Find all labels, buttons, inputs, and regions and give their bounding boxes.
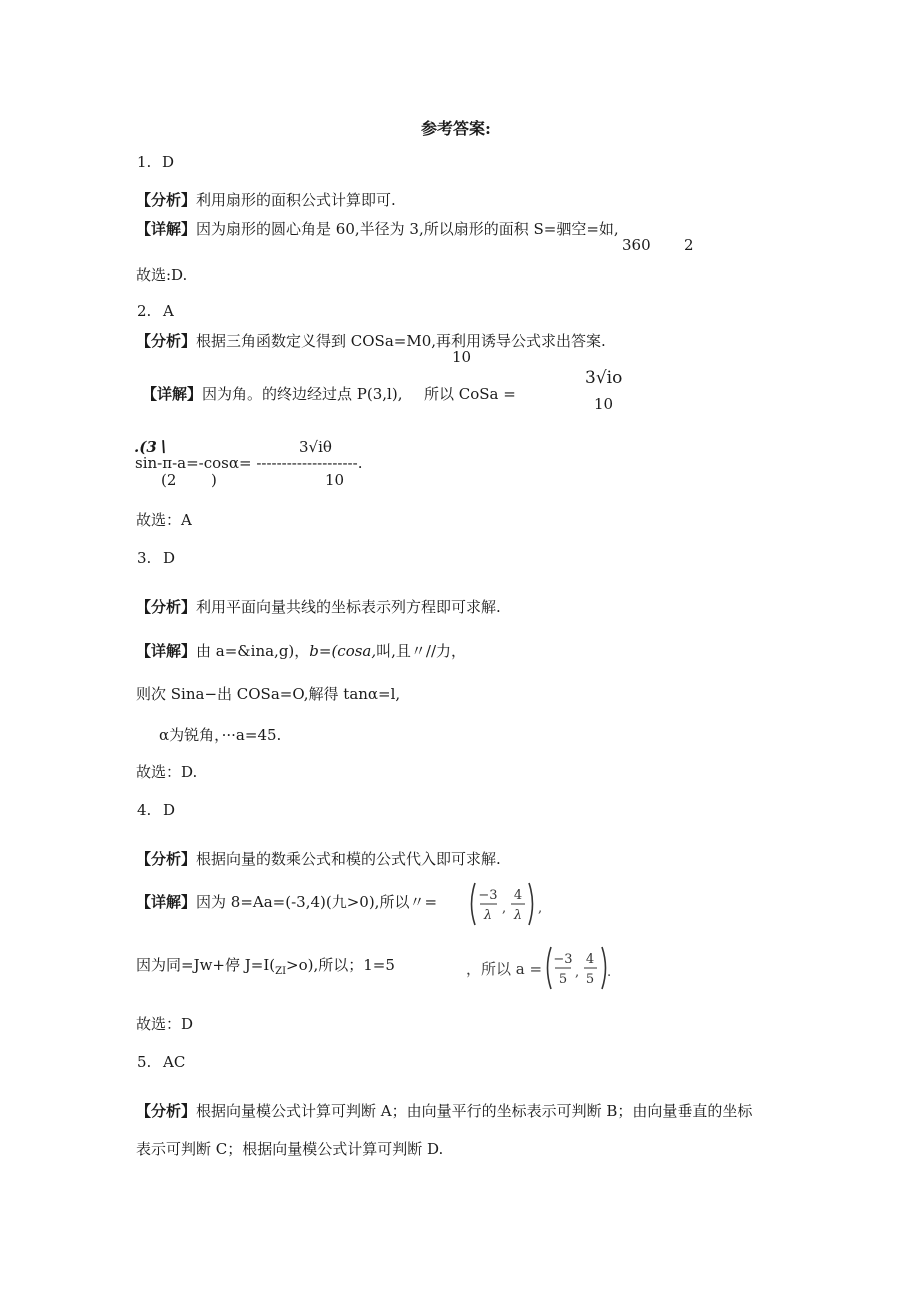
num-b: 4	[513, 888, 523, 903]
q5-analysis	[136, 1102, 752, 1120]
tail: .	[607, 965, 612, 980]
q2-detail-cos: 所以 CoSa =	[424, 385, 516, 403]
detail-text: 因为 8=Aa=(-3,4)(九>0),所以〃=	[196, 893, 438, 911]
q2-choice: 故选：A	[136, 511, 192, 529]
tail: ,	[538, 901, 543, 916]
q4-vector2-prefix: ，所以 a =	[466, 960, 543, 978]
right-paren	[529, 883, 533, 925]
q1-detail	[136, 220, 619, 238]
q1-choice: 故选:D.	[136, 266, 188, 284]
detail-text-c: 叫,且〃//力，	[376, 642, 467, 660]
detail-tag: 【详解】	[136, 642, 197, 660]
analysis-tag: 【分析】	[136, 850, 197, 868]
q4-answer: D	[163, 801, 176, 819]
analysis-tag: 【分析】	[136, 598, 197, 616]
left-paren	[548, 947, 552, 989]
left-paren	[472, 883, 476, 925]
q2-analysis-subscript: 10	[452, 348, 472, 366]
num-a: −3	[478, 888, 498, 903]
analysis-text: 利用扇形的面积公式计算即可.	[196, 191, 396, 209]
q5-answer: AC	[163, 1053, 186, 1071]
q1-denominator-360: 360	[622, 236, 651, 254]
q4-choice: 故选：D	[136, 1015, 194, 1033]
q4-line2	[136, 956, 395, 981]
analysis-text: 根据向量的数乘公式和模的公式代入即可求解.	[196, 850, 501, 868]
q2-line3-left: (2	[161, 471, 177, 489]
analysis-tag: 【分析】	[136, 191, 197, 209]
q2-line3-right: )	[211, 471, 217, 489]
page-title: 参考答案:	[421, 119, 491, 138]
detail-tag: 【详解】	[136, 893, 197, 911]
q1-analysis	[136, 191, 396, 209]
q2-fraction-denominator: 10	[594, 395, 614, 413]
detail-text: 因为角。的终边经过点 P(3,l),	[202, 385, 403, 403]
den-b: λ	[513, 908, 523, 923]
vector-lambda-svg	[467, 880, 547, 928]
analysis-text: 根据向量模公式计算可判断 A；由向量平行的坐标表示可判断 B；由向量垂直的坐标	[196, 1102, 753, 1120]
detail-tag: 【详解】	[142, 385, 203, 403]
q2-answer: A	[163, 302, 174, 320]
q4-vector-lambda	[467, 880, 547, 928]
detail-text-b: b=(cosa,	[309, 642, 377, 660]
q4-detail	[136, 893, 437, 911]
num-b: 4	[585, 952, 595, 967]
q2-fraction-numerator: 3√io	[585, 368, 623, 388]
detail-text-a: 由 a=&ina,g)，	[196, 642, 310, 660]
comma: ,	[502, 901, 507, 916]
den-a: λ	[483, 908, 493, 923]
q3-detail	[136, 642, 466, 660]
detail-tag: 【详解】	[136, 220, 197, 238]
q1-answer: D	[162, 153, 175, 171]
analysis-tag: 【分析】	[136, 332, 197, 350]
line2-sub: ZI	[275, 966, 287, 977]
q4-analysis	[136, 850, 501, 868]
q3-choice: 故选：D.	[136, 763, 198, 781]
line2-a: 因为同=Jw+停 J=I(	[136, 956, 276, 974]
num-a: −3	[553, 952, 573, 967]
q1-number: 1.	[137, 153, 152, 171]
q2-detail	[142, 385, 402, 403]
q1-denominator-2: 2	[684, 236, 694, 254]
vector-result-svg	[544, 944, 614, 992]
q4-number: 4.	[137, 801, 152, 819]
den-a: 5	[558, 972, 568, 987]
q2-line2: sin-π-a=-cosα= --------------------.	[135, 454, 363, 472]
line2-b: >o),所以；1=5	[286, 956, 395, 974]
analysis-tag: 【分析】	[136, 1102, 197, 1120]
comma: ,	[575, 965, 580, 980]
q5-analysis-line2: 表示可判断 C；根据向量模公式计算可判断 D.	[136, 1140, 444, 1158]
q3-analysis	[136, 598, 501, 616]
analysis-text: 根据三角函数定义得到 COSa=M0,再利用诱导公式求出答案.	[196, 332, 606, 350]
detail-text: 因为扇形的圆心角是 60,半径为 3,所以扇形的面积 S=驷空=如,	[196, 220, 619, 238]
q4-vector-result	[544, 944, 614, 992]
analysis-text: 利用平面向量共线的坐标表示列方程即可求解.	[196, 598, 501, 616]
right-paren	[602, 947, 606, 989]
q3-number: 3.	[137, 549, 152, 567]
q2-line1: .(3∖	[134, 438, 167, 456]
q2-number: 2.	[137, 302, 152, 320]
q3-line2: 则次 Sina−出 COSa=O,解得 tanα=l,	[136, 685, 401, 703]
q3-answer: D	[163, 549, 176, 567]
q2-line1-numerator: 3√iθ	[299, 438, 332, 456]
q3-line3: α为锐角，···a=45.	[159, 726, 282, 744]
q5-number: 5.	[137, 1053, 152, 1071]
den-b: 5	[585, 972, 595, 987]
q2-line3-denominator: 10	[325, 471, 345, 489]
q2-analysis	[136, 332, 606, 350]
